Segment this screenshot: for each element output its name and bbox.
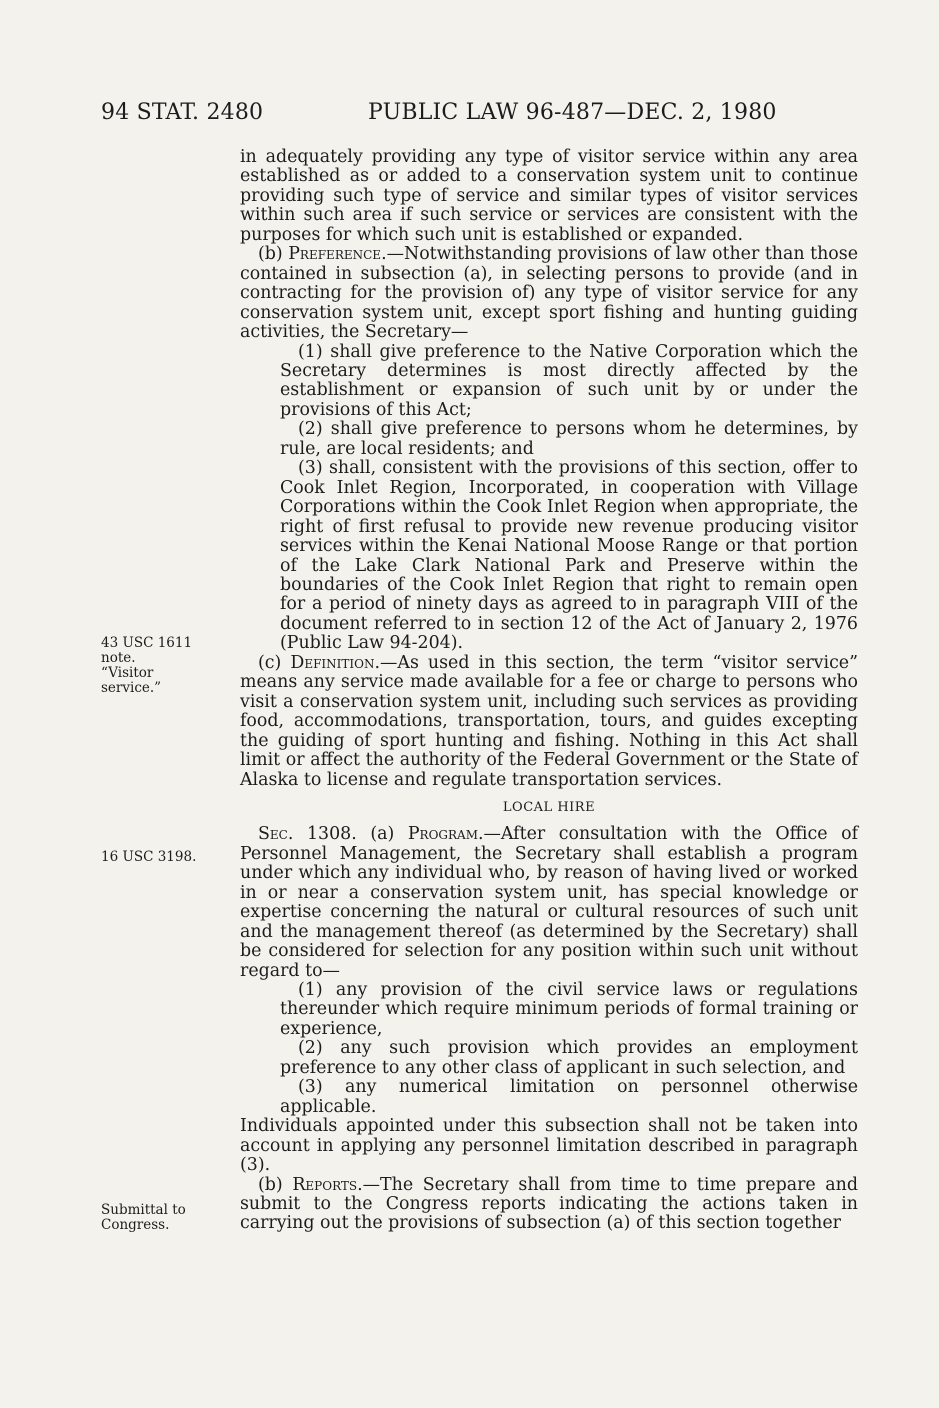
item-text: (3) any numerical limitation on personnel otherwise applicable.	[280, 1077, 858, 1117]
subsection-label: (b)	[258, 244, 289, 265]
item-text: (2) any such provision which provides an employment preference to any other class of applicant in such selection, and	[280, 1038, 858, 1078]
margin-note-line: Submittal to	[101, 1202, 186, 1218]
program-item-2	[240, 1039, 858, 1078]
margin-note-line: Congress.	[101, 1217, 170, 1233]
item-text: (3) shall, consistent with the provisions of this section, offer to Cook Inlet Region, Incorporated, in cooperation with Village Corporations within the Cook Inlet Region when appropriate, the right of first refusal to provide new revenue producing visitor services within the Kenai National Moose Range or that portion of the Lake Clark National Park and Preserve within the boundaries of the Cook Inlet Region that right to remain open for a period of ninety days as agreed to in paragraph VIII of the document referred to in section 12 of the Act of January 2, 1976 (Public Law 94-204).	[280, 458, 858, 654]
margin-note-16-usc-3198	[101, 850, 196, 865]
subsection-caption: Preference	[288, 244, 382, 265]
item-text: (2) shall give preference to persons whom he determines, by rule, are local residents; and	[280, 419, 858, 459]
margin-note-line: “Visitor	[101, 665, 154, 681]
preference-item-3	[240, 459, 858, 654]
margin-note-line: service.”	[101, 680, 162, 696]
section-1308-a-program	[240, 825, 858, 981]
subsection-text: .—As used in this section, the term “visitor service” means any service made available for a fee or charge to persons who visit a conservation system unit, including such services as providing food, accommodations, transportation, tours, and guides excepting the guiding of sport hunting and fishing. Nothing in this Act shall limit or affect the authority of the Federal Government or the State of Alaska to license and regulate transportation services.	[240, 652, 858, 790]
subsection-c-definition	[240, 654, 858, 790]
margin-note-line: 43 USC 1611	[101, 635, 193, 651]
margin-note-submittal	[101, 1203, 186, 1233]
local-hire-heading: LOCAL HIRE	[502, 799, 596, 815]
subsection-b-preference	[240, 245, 858, 342]
subsection-b-reports	[240, 1176, 858, 1234]
item-text: (1) shall give preference to the Native Corporation which the Secretary determines is most directly affected by the establishment or expansion of such unit by or under the provisions of this Act;	[280, 341, 858, 420]
subsection-text: .—After consultation with the Office of Personnel Management, the Secretary shall establish a program under which any individual who, by reason of having lived or worked in or near a conservation system unit, has special knowledge or expertise concerning the natural or cultural resources of such unit and the management thereof (as determined by the Secretary) shall be considered for selection for any position within such unit without regard to—	[240, 824, 859, 981]
page-stat-reference: 94 STAT. 2480	[101, 100, 264, 125]
program-item-1	[240, 981, 858, 1039]
preference-item-2	[240, 420, 858, 459]
program-item-3	[240, 1078, 858, 1117]
program-closing-paragraph: Individuals appointed under this subsection shall not be taken into account in applying any personnel limitation described in paragraph (3).	[240, 1116, 858, 1176]
intro-paragraph: in adequately providing any type of visitor service within any area established as or added to a conservation system unit to continue providing such type of service and similar types of visitor services within such area if such service or services are consistent with the purposes for which such unit is established or expanded.	[240, 147, 858, 245]
subsection-caption: Program	[407, 824, 479, 845]
subsection-text: .—Notwithstanding provisions of law other than those contained in subsection (a), in selecting persons to provide (and in contracting for the provision of) any type of visitor service for any conservation system unit, except sport fishing and hunting guiding activities, the Secretary—	[240, 244, 858, 343]
page-law-title: PUBLIC LAW 96-487—DEC. 2, 1980	[368, 100, 777, 125]
statute-body	[240, 148, 858, 1234]
margin-note-line: 16 USC 3198.	[101, 849, 197, 865]
preference-item-1	[240, 343, 858, 421]
section-label: Sec.	[258, 824, 294, 845]
item-text: (1) any provision of the civil service laws or regulations thereunder which require minimum periods of formal training or experience,	[280, 980, 858, 1039]
margin-note-line: note.	[101, 650, 136, 666]
subsection-text: .—The Secretary shall from time to time prepare and submit to the Congress reports indicating the actions taken in carrying out the provisions of subsection (a) of this section together	[240, 1174, 858, 1234]
section-number: 1308. (a)	[293, 824, 408, 845]
subsection-label: (c)	[258, 652, 291, 673]
subsection-caption: Reports	[292, 1174, 358, 1195]
subsection-label: (b)	[258, 1174, 293, 1195]
margin-note-43-usc-1611	[101, 636, 192, 696]
subsection-caption: Definition	[290, 652, 375, 673]
